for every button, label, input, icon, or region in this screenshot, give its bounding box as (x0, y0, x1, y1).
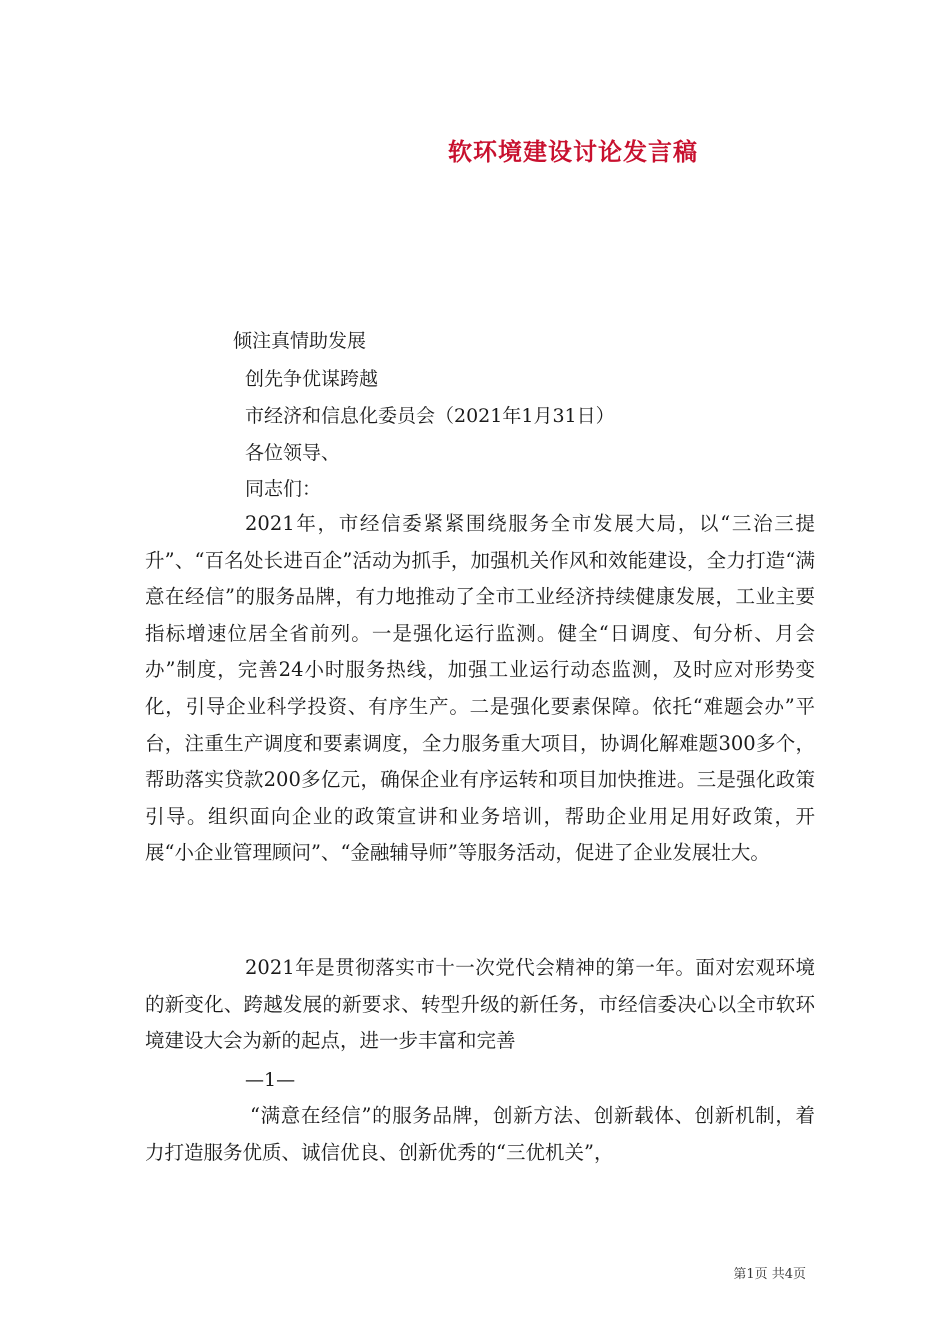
paragraph-2: 2021年是贯彻落实市十一次党代会精神的第一年。面对宏观环境的新变化、跨越发展的新要求、转型升级的新任务，市经信委决心以全市软环境建设大会为新的起点，进一步丰富和完善 (145, 956, 815, 1053)
salutation-1: 各位领导、 (245, 442, 341, 464)
paragraph-1-block (145, 506, 815, 872)
subtitle-2: 创先争优谋跨越 (245, 368, 379, 390)
page-footer: 第1页 共4页 (733, 1267, 806, 1282)
inner-page-marker: —1— (245, 1069, 296, 1091)
issuer-line: 市经济和信息化委员会（2021年1月31日） (245, 405, 615, 427)
salutation-2: 同志们： (245, 478, 322, 500)
document-title: 软环境建设讨论发言稿 (448, 137, 698, 166)
paragraph-3-block (145, 1098, 815, 1171)
paragraph-1: 2021年，市经信委紧紧围绕服务全市发展大局，以“三治三提升”、“百名处长进百企”活动为抓手，加强机关作风和效能建设，全力打造“满意在经信”的服务品牌，有力地推动了全市工业经济持续健康发展，工业主要指标增速位居全省前列。一是强化运行监测。健全“日调度、旬分析、月会办”制度，完善24小时服务热线，加强工业运行动态监测，及时应对形势变化，引导企业科学投资、有序生产。二是强化要素保障。依托“难题会办”平台，注重生产调度和要素调度，全力服务重大项目，协调化解难题300多个，帮助落实贷款200多亿元，确保企业有序运转和项目加快推进。三是强化政策引导。组织面向企业的政策宣讲和业务培训，帮助企业用足用好政策，开展“小企业管理顾问”、“金融辅导师”等服务活动，促进了企业发展壮大。 (145, 512, 815, 865)
paragraph-3: “满意在经信”的服务品牌，创新方法、创新载体、创新机制，着力打造服务优质、诚信优良、创新优秀的“三优机关”， (145, 1104, 815, 1164)
subtitle-1: 倾注真情助发展 (233, 330, 367, 352)
paragraph-2-block (145, 950, 815, 1060)
